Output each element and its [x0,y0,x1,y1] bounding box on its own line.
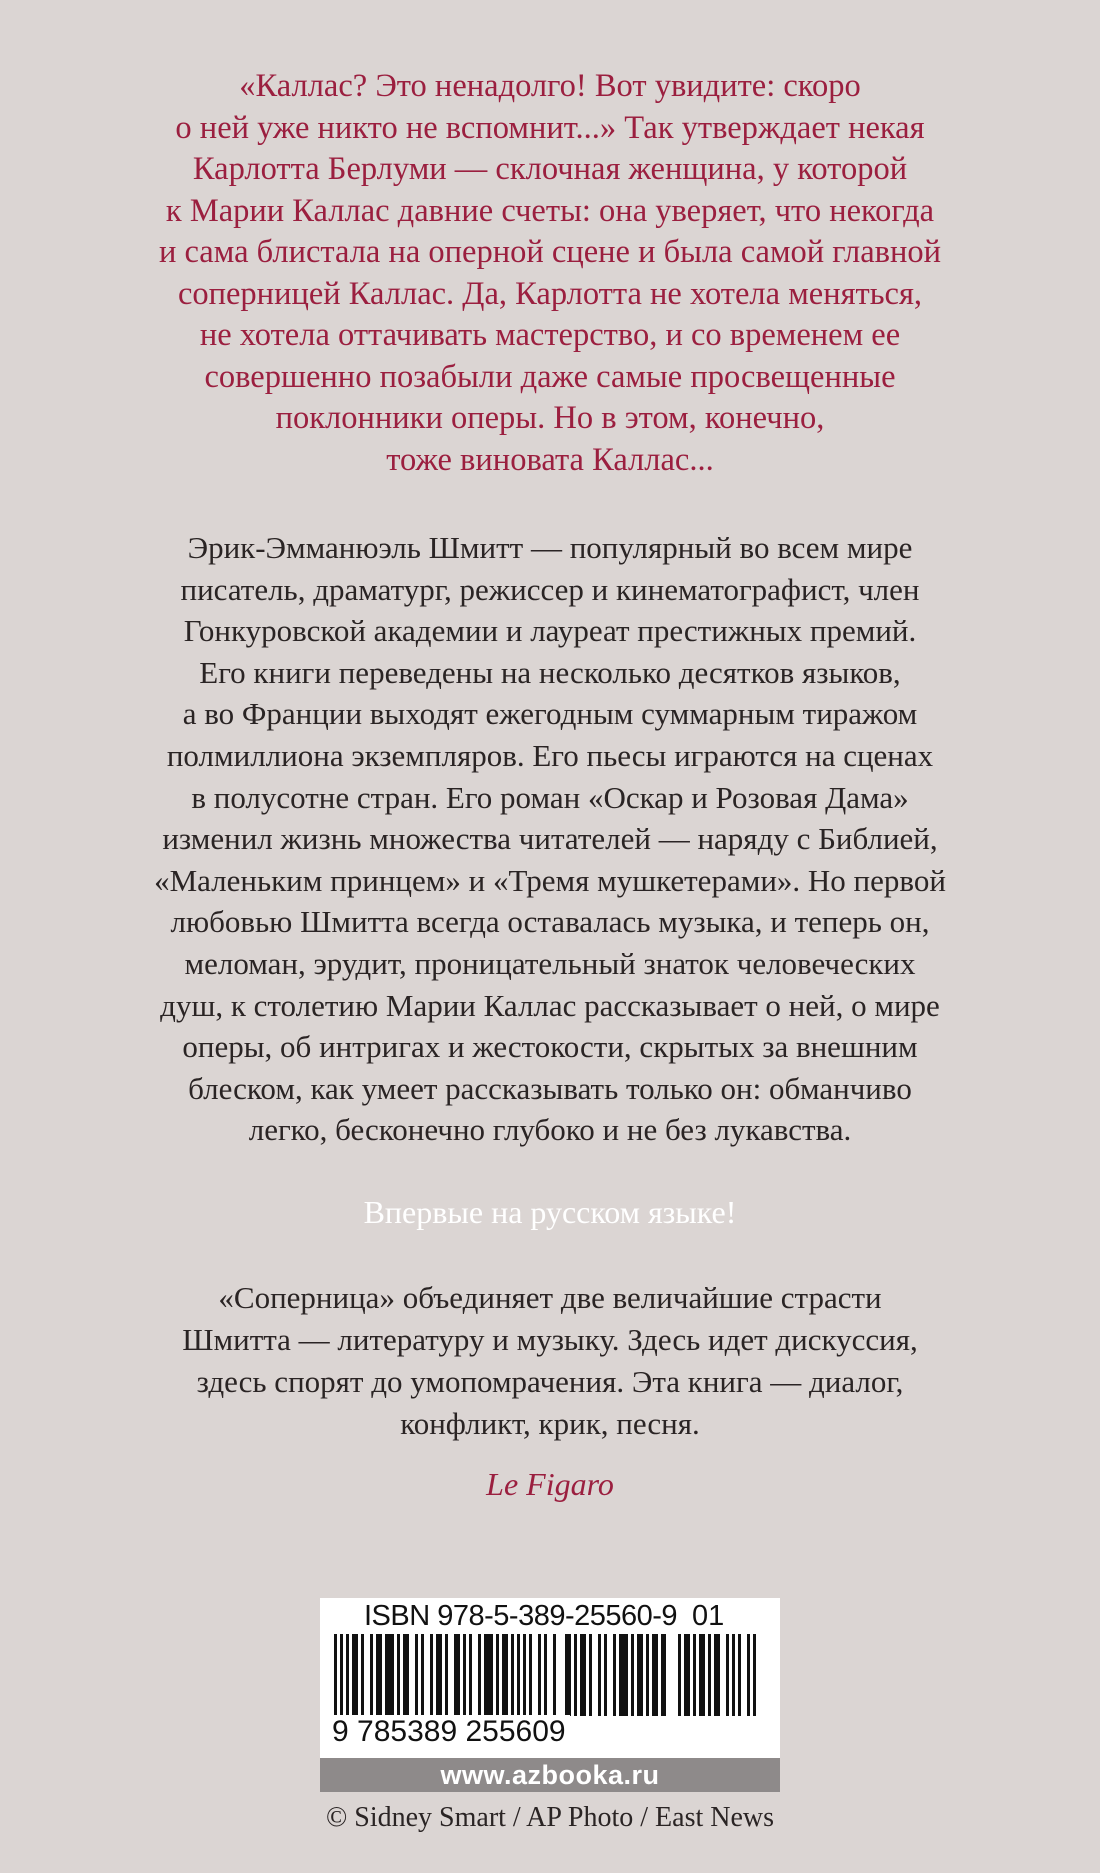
barcode-bar [430,1634,433,1716]
barcode-bar [613,1634,616,1716]
bio-line: оперы, об интригах и жестокости, скрытых за внешним [182,1029,918,1065]
barcode-bar [678,1634,681,1716]
barcode-addon-label: 01 [692,1600,725,1632]
barcode-bar [604,1634,607,1716]
barcode-bar [565,1634,571,1716]
intro-line: тоже виновата Каллас... [386,441,714,478]
barcode-bar [684,1634,690,1716]
intro-line: «Каллас? Это ненадолго! Вот увидите: скоро [239,68,861,104]
barcode-bar [753,1634,756,1716]
barcode-bar [708,1634,711,1716]
barcode-bar [574,1634,577,1716]
barcode-bar [598,1634,601,1716]
barcode-bar [693,1634,696,1716]
barcode-bar [415,1634,418,1716]
review-quote [0,1277,1100,1445]
tagline: Впервые на русском языке! [363,1194,737,1230]
barcode-bar [631,1634,634,1716]
barcode-bar [699,1634,705,1716]
barcode-bar [436,1634,442,1716]
barcode-bar [652,1634,658,1716]
bio-line: меломан, эрудит, проницательный знаток человеческих [184,945,916,981]
intro-line: о ней уже никто не вспомнит...» Так утверждает некая [175,109,925,146]
barcode-bar [385,1634,394,1716]
barcode-bar [538,1634,541,1716]
barcode-digits: 9 785389 255609 [332,1715,570,1749]
barcode-bar [738,1634,741,1716]
intro-line: Карлотта Берлуми — склочная женщина, у которой [192,151,908,187]
intro-paragraph [0,66,1100,481]
review-line: здесь спорят до умопомрачения. Эта книга — диалог, [196,1364,904,1399]
publisher-url[interactable]: www.azbooka.ru [320,1758,780,1792]
bio-line: в полусотне стран. Его роман «Оскар и Розовая Дама» [191,779,909,815]
barcode-bar [661,1634,666,1716]
barcode-bar [529,1634,532,1716]
bio-line: легко, бесконечно глубоко и не без лукавства. [248,1112,852,1148]
barcode-bar [619,1634,628,1716]
bio-line: душ, к столетию Марии Каллас рассказывает о ней, о мире [160,987,940,1023]
intro-line: к Марии Каллас давние счеты: она уверяет, что некогда [165,192,935,229]
barcode-bar [445,1634,448,1716]
barcode-bar [496,1634,499,1716]
barcode-bar [370,1634,373,1716]
barcode-bar [403,1634,409,1716]
barcode-bar [732,1634,735,1716]
intro-line: и сама блистала на оперной сцене и была самой главной [158,234,942,270]
bio-line: «Маленьким принцем» и «Тремя мушкетерами». Но первой [154,862,946,898]
barcode-bar [637,1634,643,1716]
intro-line: соперницей Каллас. Да, Карлотта не хотела меняться, [177,275,923,312]
barcode-bar [646,1634,649,1716]
barcode-bar [478,1634,481,1716]
barcode-bar [544,1634,547,1716]
barcode-bar [553,1634,556,1716]
review-line: Шмитта — литературу и музыку. Здесь идет дискуссия, [182,1322,918,1357]
barcode-bar [747,1634,750,1716]
bio-line: Гонкуровской академии и лауреат престижных премий. [183,613,917,649]
photo-credit: © Sidney Smart / AP Photo / East News [325,1802,775,1833]
barcode-bar [580,1634,586,1716]
review-line: «Соперница» объединяет две величайшие страсти [218,1280,882,1315]
bio-line: изменил жизнь множества читателей — наряду с Библией, [162,821,938,857]
review-line: конфликт, крик, песня. [400,1406,700,1441]
barcode-bar [502,1634,508,1716]
bio-line: Его книги переведены на несколько десятков языков, [199,654,901,690]
barcode-bar [421,1634,424,1716]
barcode-bar [376,1634,382,1716]
barcode-bar [511,1634,514,1716]
barcode-bar [463,1634,466,1716]
barcode-bar [469,1634,472,1716]
bio-line: полмиллиона экземпляров. Его пьесы играются на сценах [166,737,934,773]
barcode-bar [484,1634,493,1716]
bio-line: блеском, как умеет рассказывать только он: обманчиво [188,1070,912,1106]
bio-line: писатель, драматург, режиссер и кинематографист, член [180,571,920,607]
barcode-addon-bars [678,1634,768,1716]
barcode-bar [397,1634,400,1716]
bio-line: Эрик-Эмманюэль Шмитт — популярный во всем мире [187,530,913,565]
barcode-bar [454,1634,460,1716]
review-source: Le Figaro [486,1466,614,1502]
bio-line: а во Франции выходят ежегодным суммарным тиражом [182,696,918,732]
isbn-label: ISBN 978-5-389-25560-9 [364,1600,678,1632]
intro-line: совершенно позабыли даже самые просвещенные [204,358,896,395]
author-bio-paragraph [0,527,1100,1151]
barcode-bar [726,1634,729,1716]
barcode-bar [346,1634,349,1716]
barcode-bar [714,1634,720,1716]
intro-line: не хотела оттачивать мастерство, и со временем ее [199,317,901,353]
barcode-bar [589,1634,592,1716]
bio-line: любовью Шмитта всегда оставалась музыка, и теперь он, [170,904,930,940]
barcode-bar [352,1634,358,1716]
barcode-bar [361,1634,364,1716]
intro-line: поклонники оперы. Но в этом, конечно, [275,400,825,436]
